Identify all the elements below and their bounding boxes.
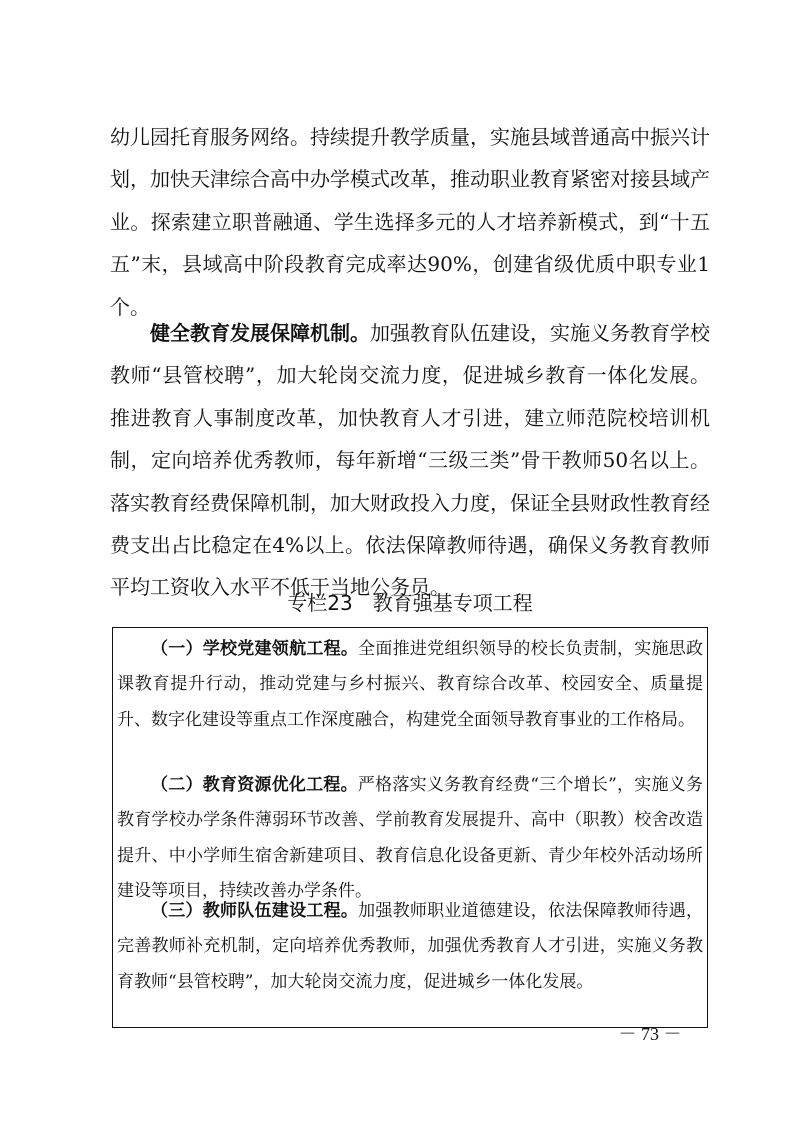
body-paragraph-2: [110, 312, 710, 609]
paragraph-text: 幼儿园托育服务网络。持续提升教学质量，实施县域普通高中振兴计划，加快天津综合高中办学模式改革，推动职业教育紧密对接县域产业。探索建立职普融通、学生选择多元的人才培养新模式，到“十五五”末，县域高中阶段教育完成率达90%，创建省级优质中职专业1个。: [110, 125, 710, 319]
column-item-heading: （三）教师队伍建设工程。: [151, 901, 359, 921]
column-item-1: [117, 632, 703, 738]
column-item-heading: （一）学校党建领航工程。: [151, 639, 359, 659]
page-number: － 73 －: [618, 1024, 682, 1044]
column-item-text: 加强教师职业道德建设，依法保障教师待遇，完善教师补充机制，定向培养优秀教师，加强优秀教育人才引进，实施义务教育教师“县管校聘”，加大轮岗交流力度，促进城乡一体化发展。: [117, 901, 704, 992]
column-item-text: 全面推进党组织领导的校长负责制，实施思政课教育提升行动，推动党建与乡村振兴、教育综合改革、校园安全、质量提升、数字化建设等重点工作深度融合，构建党全面领导教育事业的工作格局。: [117, 639, 704, 730]
paragraph-heading: 健全教育发展保障机制。: [150, 321, 370, 345]
column-item-3: [117, 894, 703, 1000]
column-item-2: [117, 768, 703, 909]
body-paragraph-1: [110, 116, 710, 328]
column-item-heading: （二）教育资源优化工程。: [151, 775, 358, 795]
column-item-text: 严格落实义务教育经费“三个增长”，实施义务教育学校办学条件薄弱环节改善、学前教育发展提升、高中（职教）校舍改造提升、中小学师生宿舍新建项目、教育信息化设备更新、青少年校外活动场所建设等项目，持续改善办学条件。: [117, 775, 703, 901]
column-box: [112, 627, 708, 1028]
paragraph-text: 加强教育队伍建设，实施义务教育学校教师“县管校聘”，加大轮岗交流力度，促进城乡教育一体化发展。推进教育人事制度改革，加快教育人才引进，建立师范院校培训机制，定向培养优秀教师，每年新增“三级三类”骨干教师50名以上。落实教育经费保障机制，加大财政投入力度，保证全县财政性教育经费支出占比稳定在4%以上。依法保障教师待遇，确保义务教育教师平均工资收入水平不低于当地公务员。: [110, 321, 710, 600]
column-box-title: 专栏23 教育强基专项工程: [287, 591, 533, 615]
